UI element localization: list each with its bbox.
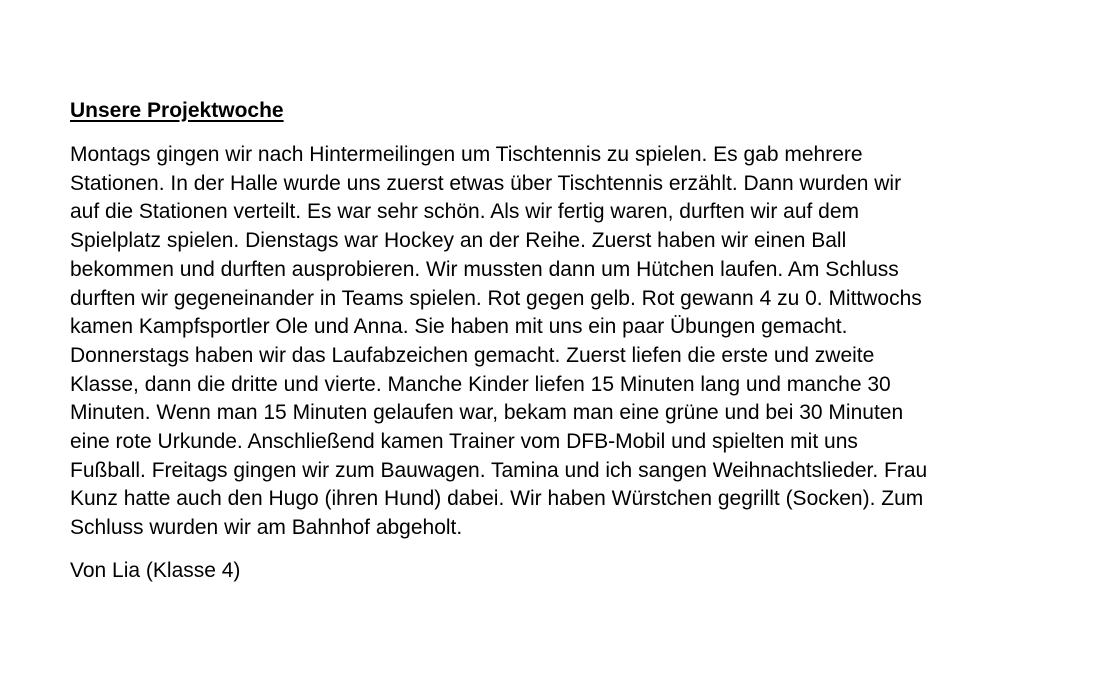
paragraph-line: Minuten. Wenn man 15 Minuten gelaufen war, bekam man eine grüne und bei 30 Minuten <box>70 401 904 425</box>
paragraph-line: Donnerstags haben wir das Laufabzeichen gemacht. Zuerst liefen die erste und zweite <box>70 343 875 367</box>
document <box>70 96 1070 586</box>
author-line: Von Lia (Klasse 4) <box>70 558 241 582</box>
paragraph-line: durften wir gegeneinander in Teams spielen. Rot gegen gelb. Rot gewann 4 zu 0. Mittwochs <box>70 286 922 310</box>
paragraph-line: kamen Kampfsportler Ole und Anna. Sie haben mit uns ein paar Übungen gemacht. <box>70 315 848 339</box>
paragraph-line: Montags gingen wir nach Hintermeilingen um Tischtennis zu spielen. Es gab mehrere <box>70 143 863 166</box>
paragraph-line: Spielplatz spielen. Dienstags war Hockey an der Reihe. Zuerst haben wir einen Ball <box>70 229 847 253</box>
paragraph-line: auf die Stationen verteilt. Es war sehr schön. Als wir fertig waren, durften wir auf dem <box>70 200 860 224</box>
body-paragraph <box>70 141 1070 543</box>
paragraph-line: eine rote Urkunde. Anschließend kamen Trainer vom DFB-Mobil und spielten mit uns <box>70 430 858 454</box>
paragraph-line: Kunz hatte auch den Hugo (ihren Hund) dabei. Wir haben Würstchen gegrillt (Socken). Zum <box>70 487 924 511</box>
document-title: Unsere Projektwoche <box>70 99 284 122</box>
paragraph-line: Stationen. In der Halle wurde uns zuerst etwas über Tischtennis erzählt. Dann wurden wir <box>70 171 902 195</box>
paragraph-line: bekommen und durften ausprobieren. Wir mussten dann um Hütchen laufen. Am Schluss <box>70 257 899 281</box>
paragraph-line: Fußball. Freitags gingen wir zum Bauwagen. Tamina und ich sangen Weihnachtslieder. Frau <box>70 458 928 482</box>
paragraph-line: Schluss wurden wir am Bahnhof abgeholt. <box>70 516 463 540</box>
paragraph-line: Klasse, dann die dritte und vierte. Manche Kinder liefen 15 Minuten lang und manche 30 <box>70 372 891 396</box>
